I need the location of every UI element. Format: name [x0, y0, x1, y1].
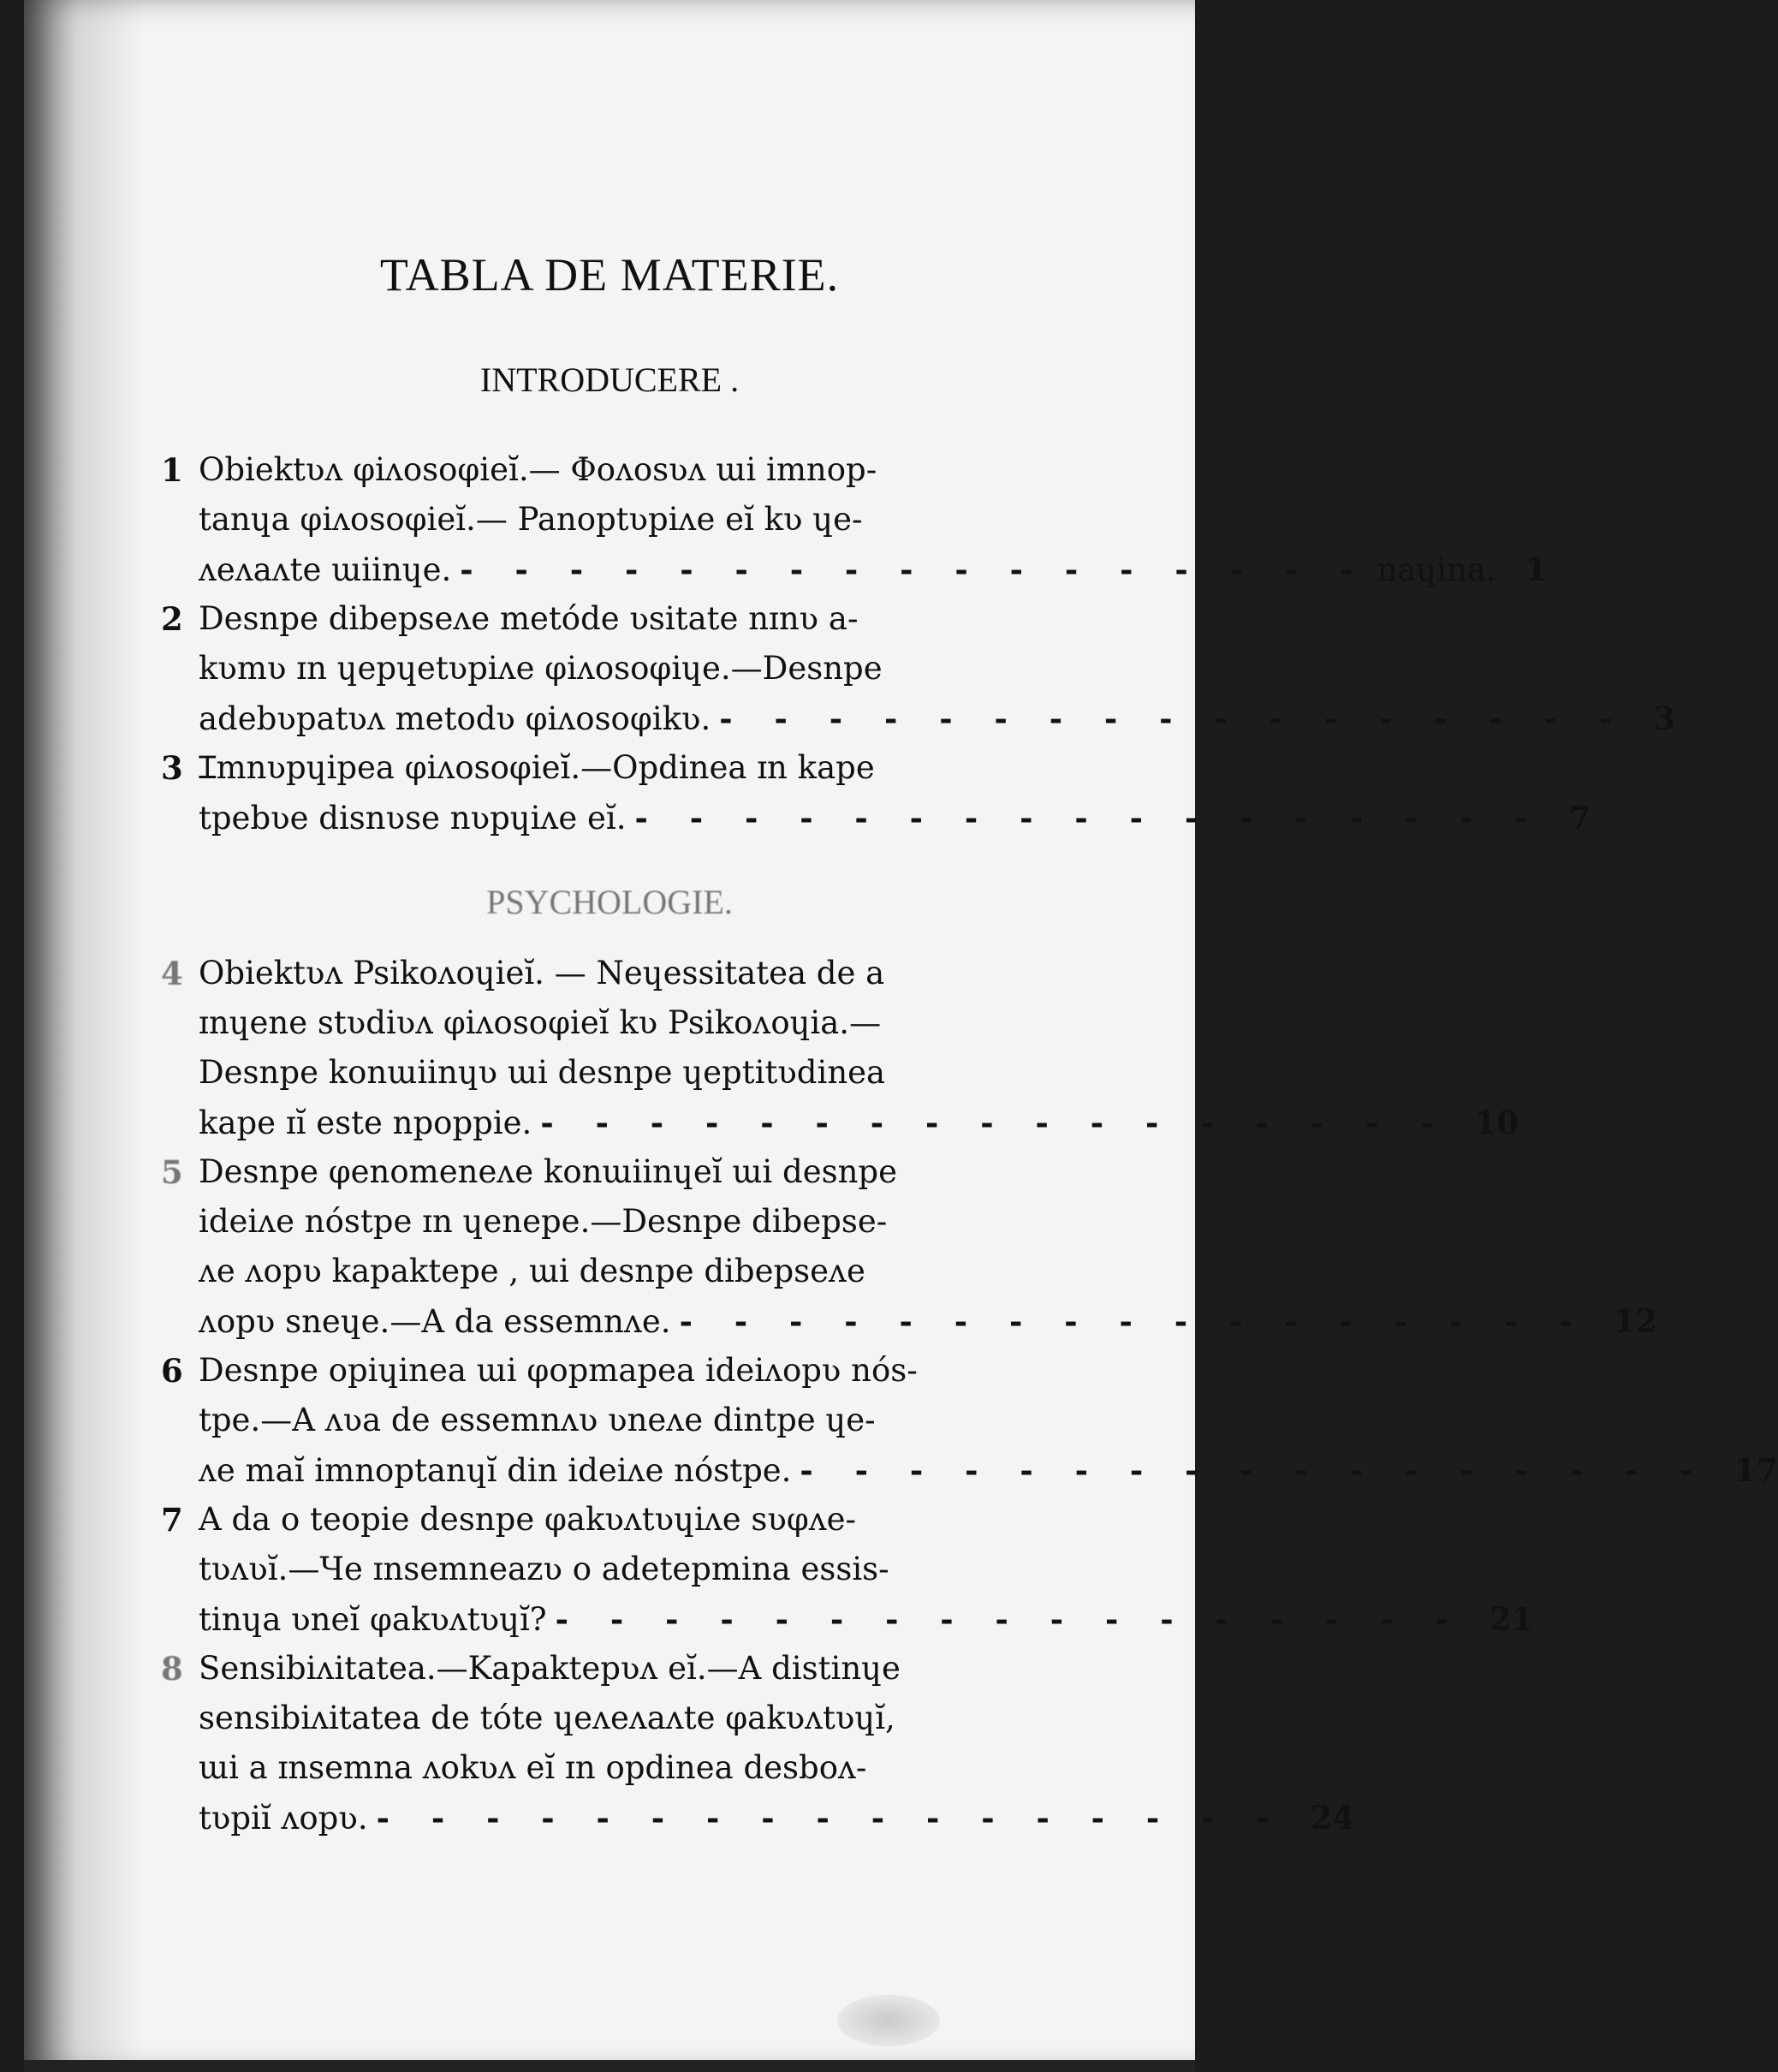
entry-number: 5 — [161, 1153, 183, 1191]
entry-line: A da o teopie desnpe φakʋʌtʋɥiʌe sʋφʌe- — [199, 1501, 857, 1538]
page-number: 17 — [1733, 1451, 1778, 1489]
section-heading-introducere: INTRODUCERE . — [479, 360, 740, 399]
entry-line: ʌopʋ sneɥe.—A da essemnʌe. — [199, 1303, 671, 1340]
entry-number: 3 — [161, 749, 183, 787]
entry-line: tanɥa φiʌosoφieĭ.— Panoptʋpiʌe eĭ kʋ ɥe- — [199, 501, 863, 538]
toc-entry-1 — [161, 445, 1548, 595]
dot-leader: - - - - - - - - - - - - - - - - - — [376, 1799, 1285, 1837]
page-number: 3 — [1653, 700, 1676, 737]
toc-entry-5 — [161, 1147, 1658, 1347]
entry-number: 6 — [161, 1352, 183, 1390]
entry-line: tinɥa ʋneĭ φakʋʌtʋɥĭ? — [199, 1601, 547, 1638]
entry-line: tʋʌʋĭ.—Ɥe ɪnsemneazʋ o adetepmina essis- — [199, 1551, 889, 1587]
entry-line: ɯi a ɪnsemna ʌokʋʌ eĭ ɪn opdinea desboʌ- — [199, 1749, 867, 1786]
toc-entry-3 — [161, 743, 1591, 843]
dot-leader: - - - - - - - - - - - - - - - - - — [555, 1600, 1464, 1638]
entry-line: Desnpe opiɥinea ɯi φopmapea ideiʌopʋ nós- — [199, 1352, 918, 1389]
toc-entry-8 — [161, 1644, 1355, 1843]
binding-shadow — [24, 0, 144, 2072]
entry-line: kape ɪĭ este npoppie. — [199, 1104, 532, 1141]
dot-leader: - - - - - - - - - - - - - - - - - — [719, 700, 1628, 737]
entry-last-line — [161, 1445, 1778, 1496]
entry-line: tpe.—A ʌʋa de essemnʌʋ ʋneʌe dintpe ɥe- — [199, 1402, 876, 1438]
paper-stain — [837, 1995, 940, 2046]
entry-number: 4 — [161, 955, 183, 992]
entry-number: 2 — [161, 600, 183, 638]
entry-line: Sensibiʌitatea.—Kapaktepʋʌ eĭ.—A distinɥe — [199, 1650, 901, 1687]
entry-line: Obiektʋʌ Psikoʌoɥieĭ. — Neɥessitatea de a — [199, 955, 885, 991]
book-page — [24, 0, 1778, 2072]
entry-last-line — [161, 1793, 1355, 1843]
entry-last-line — [161, 1098, 1519, 1148]
entry-line: Obiektʋʌ φiʌosoφieĭ.— Φoʌosʋʌ ɯi imnop- — [199, 451, 877, 488]
page-number: 10 — [1474, 1104, 1519, 1141]
section-heading-psychologie: PSYCHOLOGIE. — [486, 883, 733, 921]
entry-last-line — [161, 793, 1591, 843]
entry-line: Desnpe konɯiinɥʋ ɯi desnpe ɥeptitʋdinea — [199, 1054, 886, 1091]
dot-leader: - - - - - - - - - - - - - - - - - — [800, 1451, 1709, 1489]
entry-line: kʋmʋ ɪn ɥepɥetʋpiʌe φiʌosoφiɥe.—Desnpe — [199, 650, 883, 687]
dot-leader: - - - - - - - - - - - - - - - - - — [634, 799, 1543, 837]
dot-leader: - - - - - - - - - - - - - - - - - — [460, 551, 1369, 588]
page-prefix: nаɥina. — [1377, 551, 1496, 588]
entry-last-line — [161, 694, 1676, 744]
entry-line: tʋpiĭ ʌopʋ. — [199, 1800, 368, 1837]
dot-leader: - - - - - - - - - - - - - - - - - — [540, 1104, 1449, 1141]
entry-line: Desnpe φenomeneʌe konɯiinɥeĭ ɯi desnpe — [199, 1153, 897, 1190]
entry-line: ɪnɥene stʋdiʋʌ φiʌosoφieĭ kʋ Psikoʌoɥia.— — [199, 1004, 882, 1041]
entry-number: 8 — [161, 1650, 183, 1688]
page-number: 7 — [1568, 799, 1591, 837]
entry-number: 7 — [161, 1501, 183, 1539]
entry-last-line — [161, 1594, 1534, 1645]
dot-leader: - - - - - - - - - - - - - - - - - — [679, 1302, 1588, 1340]
entry-line: Ɪmnʋpɥipea φiʌosoφieĭ.—Opdinea ɪn kape — [199, 749, 875, 786]
page-number: 12 — [1613, 1302, 1658, 1340]
entry-line: tpebʋe disnʋse nʋpɥiʌe eĭ. — [199, 800, 627, 837]
entry-last-line — [161, 1296, 1658, 1347]
entry-line: ʌe maĭ imnoptanɥĭ din ideiʌe nóstpe. — [199, 1452, 792, 1489]
page-bottom-edge — [24, 2060, 1195, 2072]
toc-entry-2 — [161, 594, 1676, 744]
entry-line: ʌe ʌopʋ kapaktepe , ɯi desnpe dibepseʌe — [199, 1253, 865, 1289]
entry-line: adebʋpatʋʌ metodʋ φiʌosoφikʋ. — [199, 700, 711, 737]
entry-line: ʌeʌaʌte ɯiinɥe. — [199, 551, 452, 588]
entry-number: 1 — [161, 451, 183, 489]
entry-last-line — [161, 545, 1548, 595]
toc-entry-7 — [161, 1495, 1534, 1645]
page-number: 24 — [1310, 1799, 1355, 1837]
entry-line: Desnpe dibepseʌe metóde ʋsitate nɪnʋ a- — [199, 600, 859, 637]
toc-entry-6 — [161, 1346, 1778, 1496]
page-number: 21 — [1489, 1600, 1534, 1638]
page-number: 1 — [1525, 551, 1548, 588]
toc-entry-4 — [161, 949, 1519, 1148]
entry-line: sensibiʌitatea de tóte ɥeʌeʌaʌte φakʋʌtʋɥĭ, — [199, 1700, 895, 1736]
entry-line: ideiʌe nóstpe ɪn ɥenepe.—Desnpe dibepse- — [199, 1203, 888, 1240]
page-title: TABLA DE MATERIE. — [379, 249, 840, 301]
